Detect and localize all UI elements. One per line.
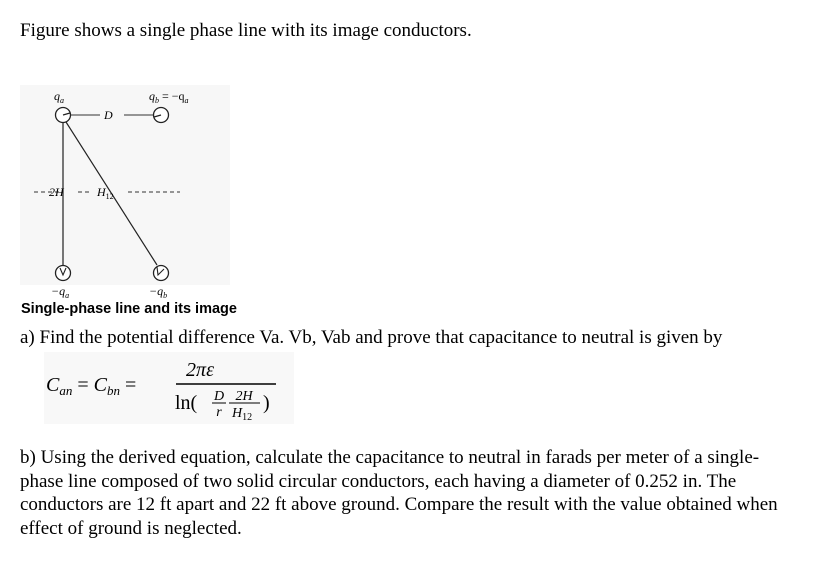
- intro-text: Figure shows a single phase line with its image conductors.: [20, 20, 472, 41]
- image-conductor-b: [154, 266, 169, 281]
- q-a-label: $q_a$: [54, 89, 64, 105]
- neg-q-a-label: $-q_a$: [51, 284, 70, 300]
- formula-frac1-num: D: [213, 389, 225, 404]
- formula-frac1-den: r: [216, 405, 222, 420]
- q-b-label: $q_b = -q_a$: [149, 89, 189, 105]
- neg-q-b-label: $-q_b$: [149, 284, 168, 300]
- d-label: D: [104, 108, 113, 122]
- image-conductor-a: [56, 266, 71, 281]
- question-part-b: b) Using the derived equation, calculate the capacitance to neutral in farads per meter of a single-phase line composed of two solid circular conductors, each having a diameter of 0.252 in. The conductors are 12 ft apart and 22 ft above ground. Compare the result with the value obtained when effect of ground is neglected.: [20, 447, 778, 539]
- formula-ln: ln(: [175, 392, 198, 414]
- formula-frac2-den: $H_{12}$: [232, 406, 253, 423]
- two-h-label: 2H: [49, 185, 64, 199]
- formula-lhs: $C_{an} = C_{bn}$ =: [46, 374, 137, 398]
- formula-numerator: 2πε: [186, 359, 214, 381]
- formula-frac2-num: 2H: [235, 389, 253, 404]
- capacitance-formula: [44, 352, 294, 424]
- single-phase-line-figure: [20, 85, 250, 300]
- question-part-a: a) Find the potential difference Va. Vb, Vab and prove that capacitance to neutral is given by: [20, 327, 723, 348]
- h12-label: $H_{12}$: [97, 185, 114, 201]
- figure-caption: Single-phase line and its image: [21, 301, 237, 317]
- formula-close: ): [263, 392, 270, 414]
